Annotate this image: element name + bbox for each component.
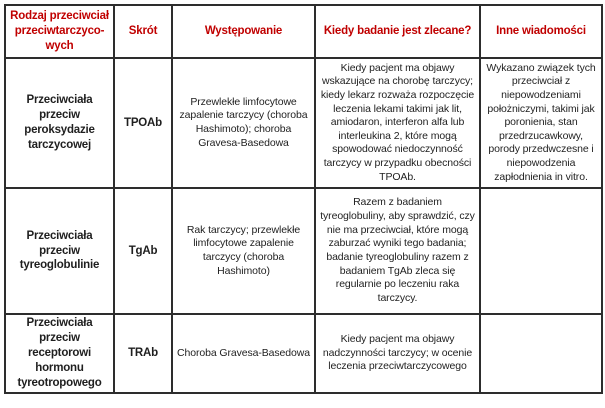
table-row-tgab	[5, 188, 602, 314]
cell-when-ordered: Razem z badaniem tyreoglobuliny, aby sprawdzić, czy nie ma przeciwciał, które mogą zaburzać wyniki tego badania; badanie tyreoglobuliny razem z badaniem TgAb zleca się regularnie po leczeniu raka tarczycy.	[315, 188, 480, 314]
cell-occurrence: Rak tarczycy; przewlekłe limfocytowe zapalenie tarczycy (choroba Hashimoto)	[172, 188, 315, 314]
table-row-trab	[5, 314, 602, 393]
antithyroid-antibodies-table	[4, 4, 603, 394]
cell-antibody-type: Przeciwciała przeciw peroksydazie tarczycowej	[5, 58, 114, 188]
header-occurrence: Występowanie	[172, 5, 315, 58]
cell-when-ordered: Kiedy pacjent ma objawy wskazujące na chorobę tarczycy; kiedy lekarz rozważa rozpoczęcie leczenia lekami takimi jak lit, amiodaron, interferon alfa lub interleukina 2, które mogą spowodować niedoczynność tarczycy w przypadku obecności TPOAb.	[315, 58, 480, 188]
cell-antibody-type: Przeciwciała przeciw tyreoglobulinie	[5, 188, 114, 314]
cell-other-info	[480, 314, 602, 393]
cell-other-info	[480, 188, 602, 314]
header-abbreviation: Skrót	[114, 5, 172, 58]
cell-when-ordered: Kiedy pacjent ma objawy nadczynności tarczycy; w ocenie leczenia przeciwtarczycowego	[315, 314, 480, 393]
cell-abbreviation: TPOAb	[114, 58, 172, 188]
cell-antibody-type: Przeciwciała przeciw receptorowi hormonu tyreotropowego	[5, 314, 114, 393]
header-antibody-type: Rodzaj przeciwciał przeciwtarczyco-wych	[5, 5, 114, 58]
cell-occurrence: Przewlekłe limfocytowe zapalenie tarczycy (choroba Hashimoto); choroba Gravesa-Basedowa	[172, 58, 315, 188]
header-when-ordered: Kiedy badanie jest zlecane?	[315, 5, 480, 58]
header-other-info: Inne wiadomości	[480, 5, 602, 58]
header-row	[5, 5, 602, 58]
cell-abbreviation: TRAb	[114, 314, 172, 393]
cell-occurrence: Choroba Gravesa-Basedowa	[172, 314, 315, 393]
table-row-tpoab	[5, 58, 602, 188]
cell-other-info: Wykazano związek tych przeciwciał z niepowodzeniami położniczymi, takimi jak poronienia, stan przedrzucawkowy, porody przedwczesne i niepowodzenia zapłodnienia in vitro.	[480, 58, 602, 188]
cell-abbreviation: TgAb	[114, 188, 172, 314]
